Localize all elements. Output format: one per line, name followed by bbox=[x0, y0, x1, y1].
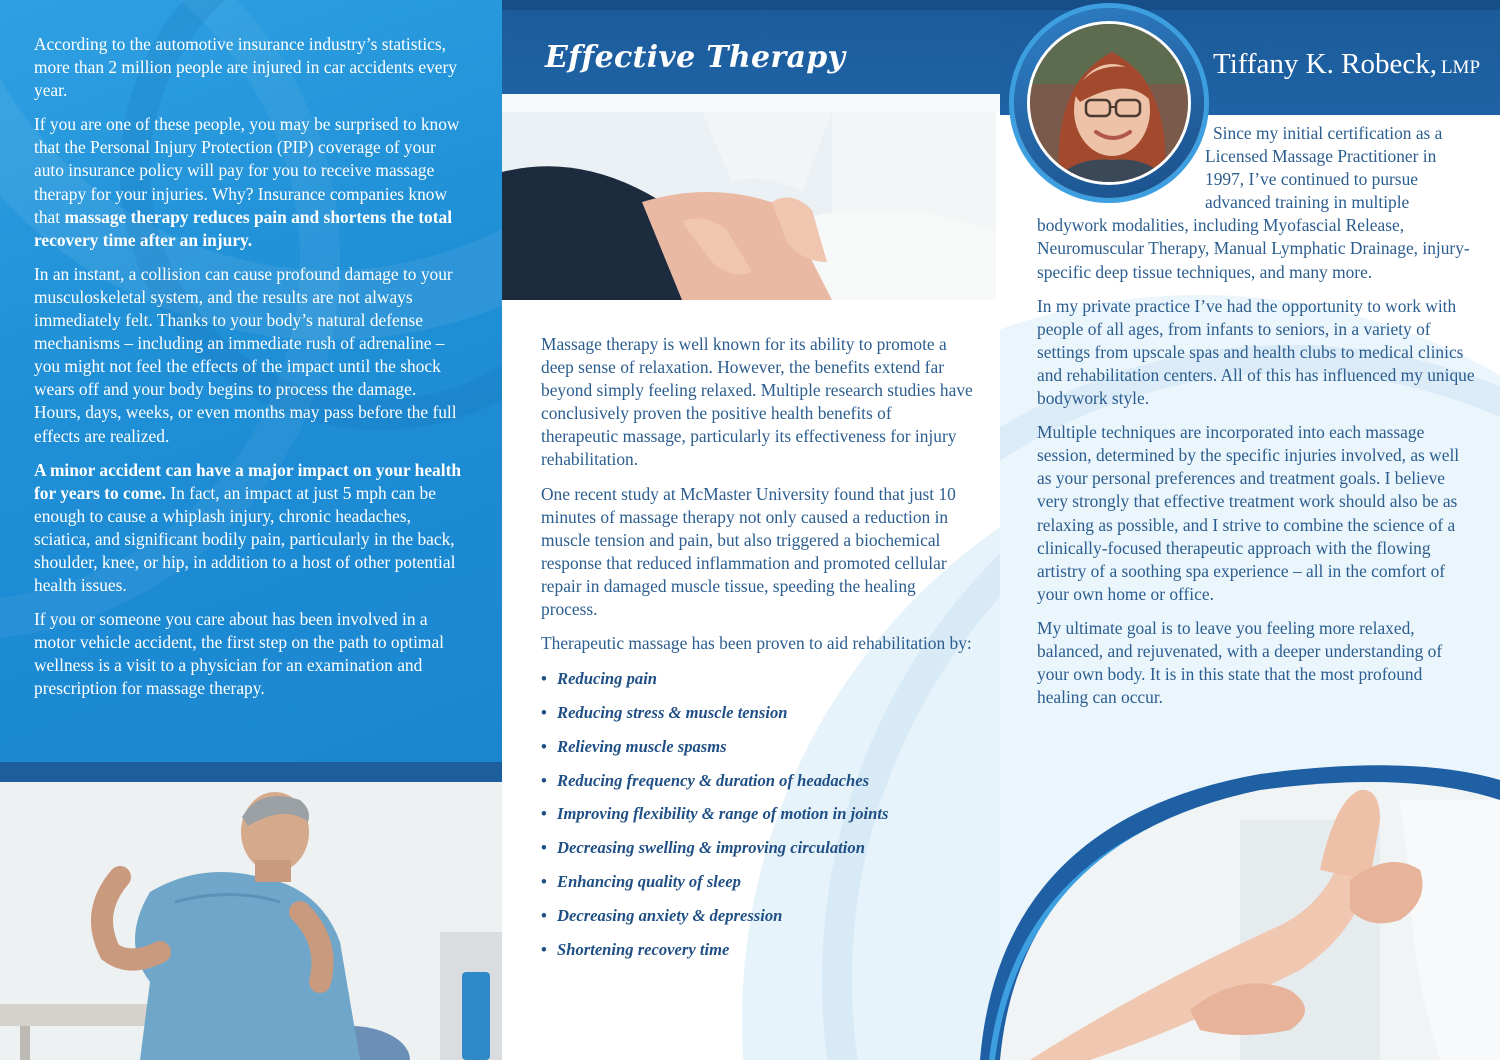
right-paragraph-2: In my private practice I’ve had the opportunity to work with people of all ages, from infants to seniors, in a variety of settings from upscale spas and health clubs to medical clinics and rehabilitation centers. All of this has influenced my unique bodywork style. bbox=[1037, 295, 1475, 409]
left-paragraph-2-text: If you are one of these people, you may be surprised to know that the Personal Injury Protection (PIP) coverage of your auto insurance policy will pay for you to receive massage therapy for your injuries. Why? Insurance companies know that bbox=[34, 114, 460, 227]
left-paragraph-2 bbox=[34, 113, 466, 252]
left-paragraph-5: If you or someone you care about has been involved in a motor vehicle accident, the first step on the path to optimal wellness is a visit to a physician for an examination and prescription for massage therapy. bbox=[34, 609, 445, 699]
right-paragraph-4: My ultimate goal is to leave you feeling more relaxed, balanced, and rejuvenated, with a deeper understanding of your own body. It is in this state that the most profound healing can occur. bbox=[1037, 617, 1443, 708]
man-back-pain-photo bbox=[0, 782, 502, 1060]
practitioner-credential: LMP bbox=[1440, 57, 1481, 78]
middle-header-strip bbox=[502, 94, 1000, 112]
practitioner-name-text: Tiffany K. Robeck, bbox=[1213, 48, 1437, 80]
bullet: • bbox=[541, 669, 547, 689]
list-item bbox=[541, 870, 973, 904]
bullet: • bbox=[541, 905, 547, 925]
list-item bbox=[541, 938, 973, 972]
left-paragraph-2-bold: massage therapy reduces pain and shortens the total recovery time after an injury. bbox=[34, 206, 453, 250]
benefit-text: Reducing pain bbox=[557, 669, 658, 689]
bullet: • bbox=[541, 703, 547, 723]
bullet: • bbox=[541, 770, 547, 790]
list-item bbox=[541, 667, 973, 701]
benefit-text: Reducing stress & muscle tension bbox=[557, 703, 788, 723]
benefit-text: Relieving muscle spasms bbox=[557, 736, 727, 756]
back-massage-photo bbox=[502, 112, 996, 300]
left-paragraph-1: According to the automotive insurance industry’s statistics, more than 2 million people are injured in car accidents every year. bbox=[34, 34, 458, 101]
bullet: • bbox=[541, 804, 547, 824]
bullet: • bbox=[541, 838, 547, 858]
bullet: • bbox=[541, 736, 547, 756]
benefit-text: Shortening recovery time bbox=[557, 939, 730, 959]
section-title: Effective Therapy bbox=[545, 40, 846, 75]
list-item bbox=[541, 769, 973, 803]
left-paragraph-4-bold: A minor accident can have a major impact on your health for years to come. bbox=[34, 459, 462, 503]
list-item bbox=[541, 904, 973, 938]
middle-paragraph-1: Massage therapy is well known for its ability to promote a deep sense of relaxation. However, the benefits extend far beyond simply feeling relaxed. Multiple research studies have conclusively proven the positive health benefits of therapeutic massage, particularly its effectiveness for injury rehabilitation. bbox=[541, 334, 973, 470]
portrait-spacer bbox=[1037, 122, 1205, 214]
left-paragraph-4-text: In fact, an impact at just 5 mph can be enough to cause a whiplash injury, chronic headaches, sciatica, and significant bodily pain, particularly in the back, shoulder, knee, or hip, in addition to a host of other potential health issues. bbox=[34, 482, 456, 596]
practitioner-name bbox=[1213, 48, 1480, 81]
right-paragraph-3: Multiple techniques are incorporated into each massage session, determined by the specific injuries involved, as well as your personal preferences and treatment goals. I believe very strongly that effective treatment work should also be as relaxing as possible, and I strive to combine the science of a clinically-focused therapeutic approach with the flowing artistry of a soothing spa experience – all in the comfort of your own home or office. bbox=[1037, 422, 1460, 604]
left-panel bbox=[0, 0, 502, 762]
benefits-list bbox=[541, 667, 973, 971]
left-paragraph-3: In an instant, a collision can cause profound damage to your musculoskeletal system, and the results are not always immediately felt. Thanks to your body’s natural defense mechanisms – including an immediate rush of adrenaline – you might not feel the effects of the impact until the shock wears off and your body begins to process the damage. Hours, days, weeks, or even months may pass before the full effects are realized. bbox=[34, 263, 457, 446]
left-body-text bbox=[34, 33, 466, 712]
list-item bbox=[541, 836, 973, 870]
bullet: • bbox=[541, 872, 547, 891]
foot-therapy-photo bbox=[940, 760, 1500, 1060]
list-item bbox=[541, 802, 973, 836]
left-divider-bar bbox=[0, 762, 502, 782]
benefit-text: Reducing frequency & duration of headaches bbox=[557, 770, 870, 790]
list-item bbox=[541, 735, 973, 769]
middle-paragraph-3: Therapeutic massage has been proven to aid rehabilitation by: bbox=[541, 633, 972, 654]
right-body-text bbox=[1037, 122, 1475, 720]
list-item bbox=[541, 701, 973, 735]
middle-body-text bbox=[541, 333, 973, 971]
right-paragraph-1: Since my initial certification as a Licensed Massage Practitioner in 1997, I’ve continued to pursue advanced training in multiple bodywork modalities, including Myofascial Release, Neuromuscular Therapy, Manual Lymphatic Drainage, injury-specific deep tissue techniques, and many more. bbox=[1037, 123, 1470, 282]
benefit-text: Decreasing anxiety & depression bbox=[557, 905, 783, 925]
benefit-text: Enhancing quality of sleep bbox=[557, 872, 741, 891]
benefit-text: Decreasing swelling & improving circulation bbox=[557, 838, 865, 858]
bullet: • bbox=[541, 939, 547, 959]
middle-header-bar bbox=[502, 0, 1000, 94]
middle-paragraph-2: One recent study at McMaster University found that just 10 minutes of massage therapy not only caused a reduction in muscle tension and pain, but also triggered a biochemical response that reduced inflammation and promoted cellular repair in damaged muscle tissue, speeding the healing process. bbox=[541, 483, 956, 620]
benefit-text: Improving flexibility & range of motion in joints bbox=[557, 804, 889, 824]
left-paragraph-4 bbox=[34, 459, 466, 598]
